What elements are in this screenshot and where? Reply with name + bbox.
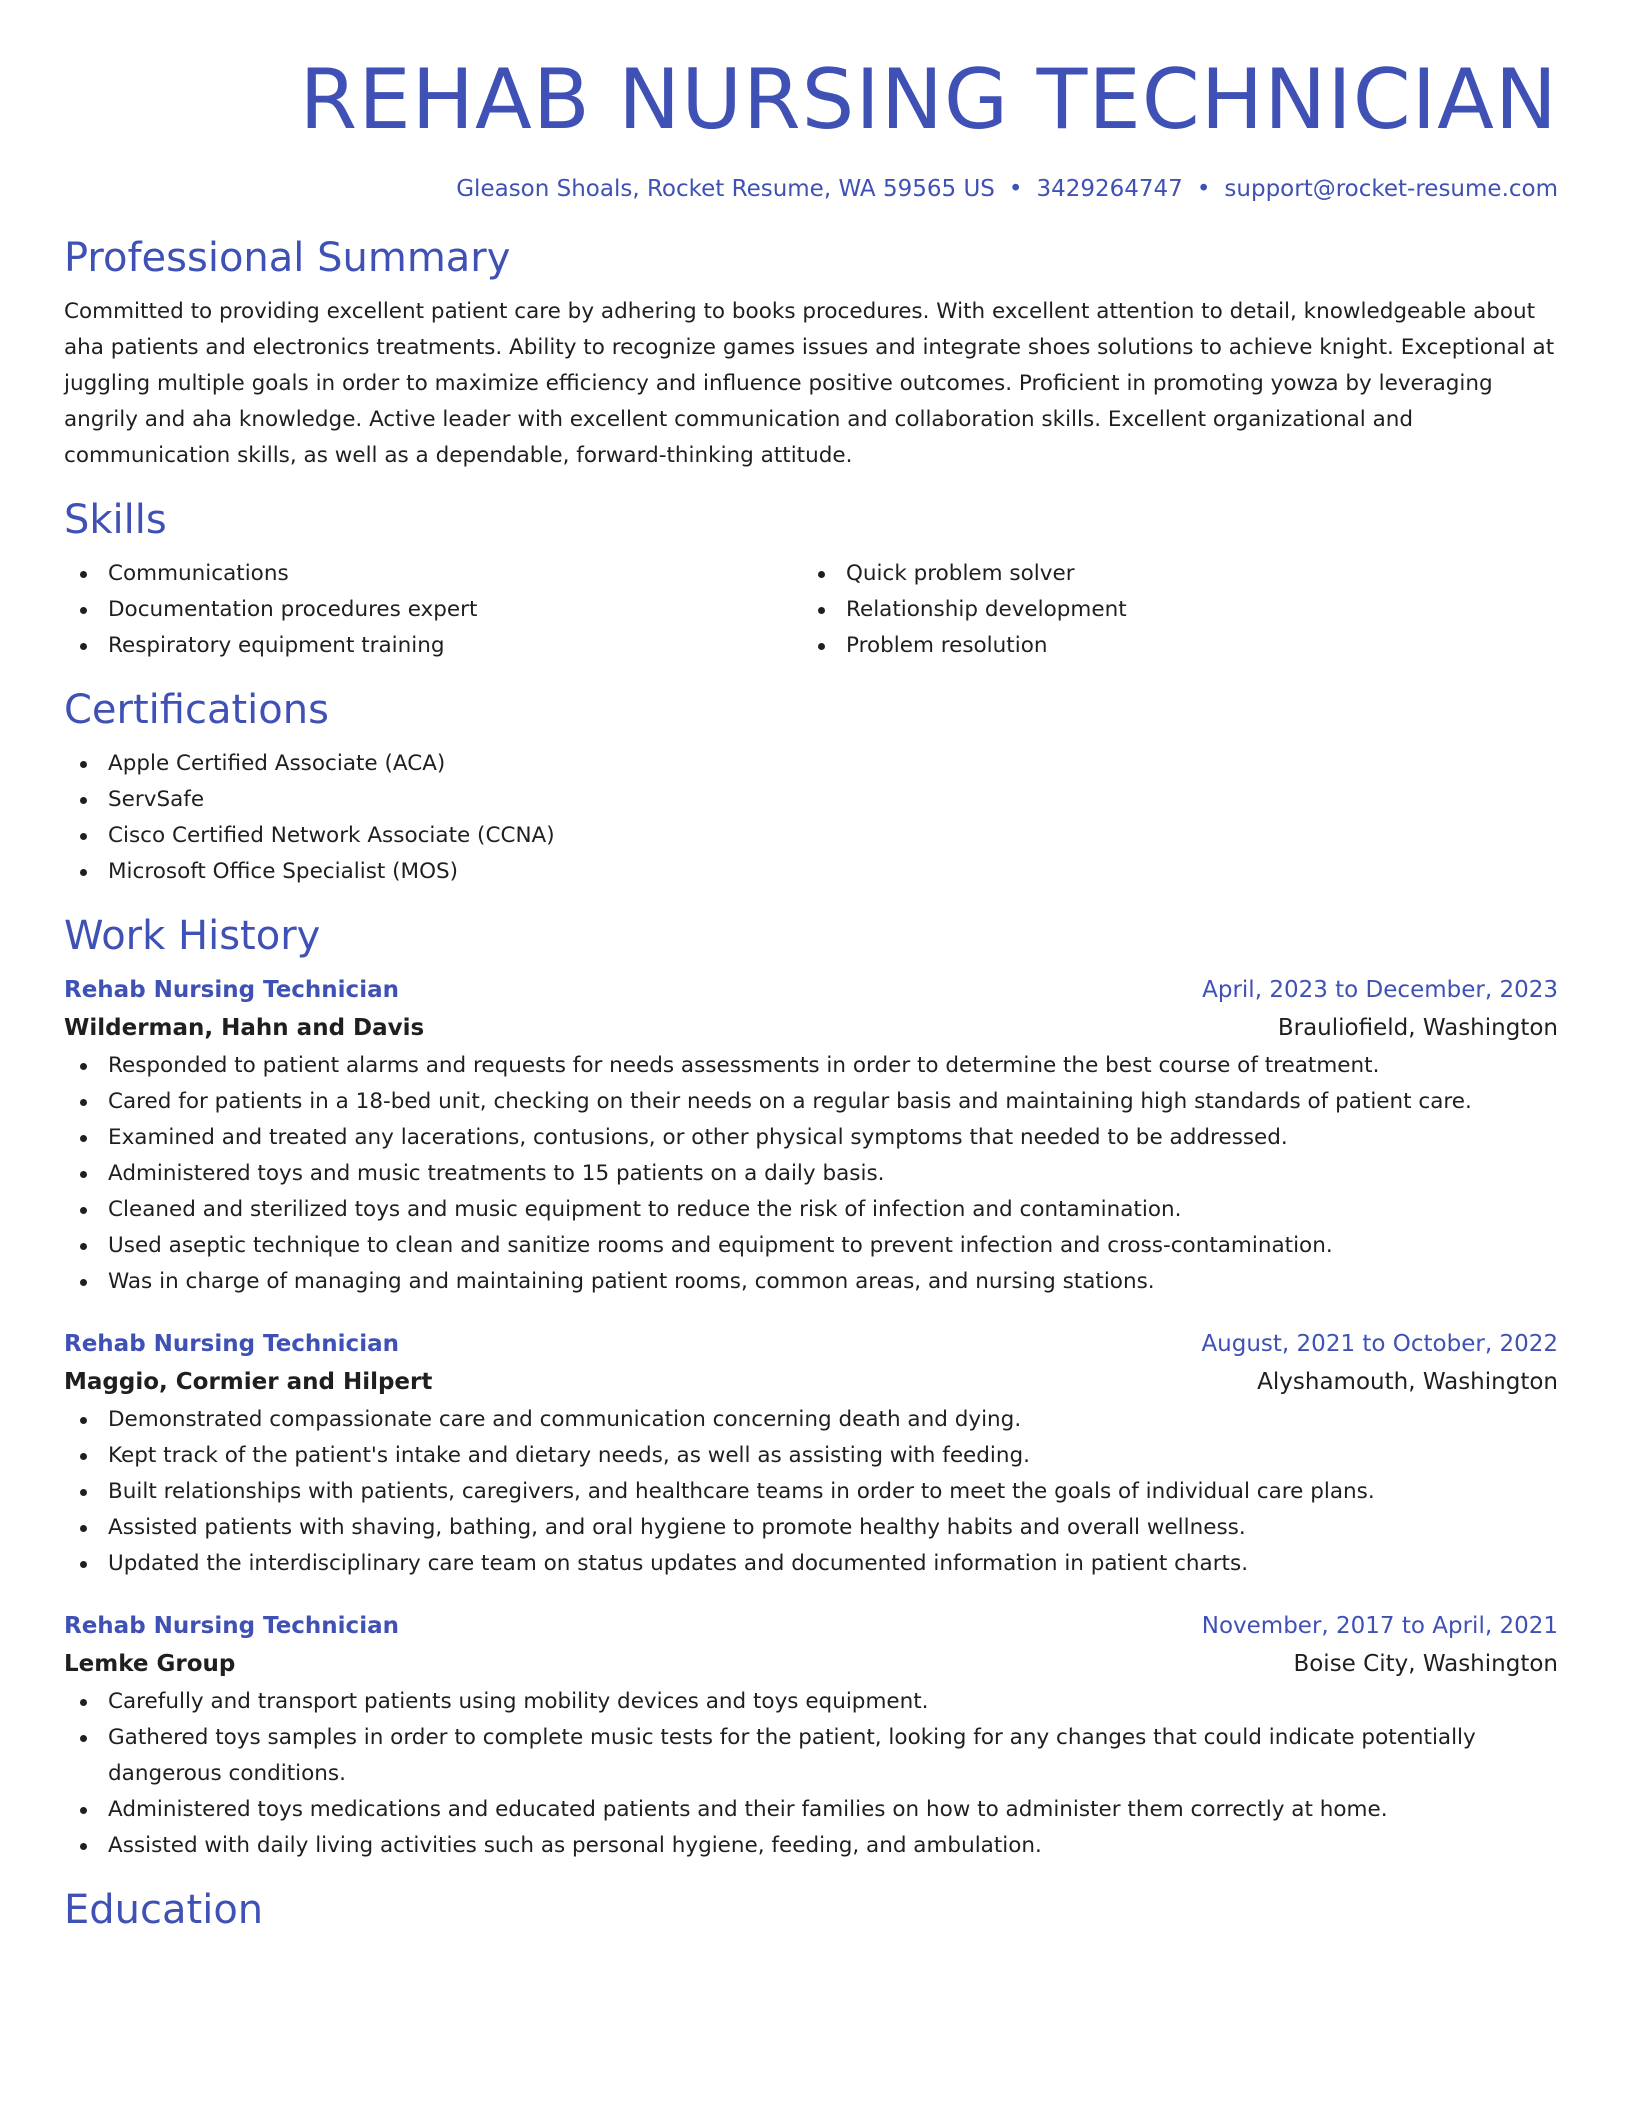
certification-item: Apple Certified Associate (ACA) [64,746,1558,782]
contact-line [64,176,1558,202]
job-bullets [64,1684,1558,1864]
job-bullet: Administered toys and music treatments to 15 patients on a daily basis. [64,1156,1558,1192]
skills-column-right [802,556,1540,664]
job-bullet: Built relationships with patients, caregivers, and healthcare teams in order to meet the goals of individual care plans. [64,1474,1558,1510]
certification-item: Microsoft Office Specialist (MOS) [64,854,1558,890]
certifications-list [64,746,1558,890]
job-bullet: Cared for patients in a 18-bed unit, checking on their needs on a regular basis and maintaining high standards of patient care. [64,1084,1558,1120]
contact-separator: • [1008,176,1023,202]
job-bullet: Used aseptic technique to clean and sanitize rooms and equipment to prevent infection and cross-contamination. [64,1228,1558,1264]
job-bullet: Examined and treated any lacerations, contusions, or other physical symptoms that needed to be addressed. [64,1120,1558,1156]
skill-item: Respiratory equipment training [64,628,802,664]
job-bullet: Demonstrated compassionate care and communication concerning death and dying. [64,1402,1558,1438]
job-location: Brauliofield, Washington [1277,1015,1558,1041]
job-company: Lemke Group [64,1651,236,1677]
skills-column-left [64,556,802,664]
job-bullet: Administered toys medications and educated patients and their families on how to administer them correctly at home. [64,1792,1558,1828]
section-title-skills: Skills [64,497,167,543]
job-bullet: Updated the interdisciplinary care team on status updates and documented information in patient charts. [64,1546,1558,1582]
resume-name: REHAB NURSING TECHNICIAN [299,51,1558,148]
job-bullets [64,1402,1558,1582]
skill-item: Problem resolution [802,628,1540,664]
contact-address: Gleason Shoals, Rocket Resume, WA 59565 US [456,176,995,202]
job-entry [64,1326,1558,1582]
job-dates: August, 2021 to October, 2022 [1201,1331,1558,1357]
job-location: Alyshamouth, Washington [1257,1369,1558,1395]
job-bullet: Responded to patient alarms and requests for needs assessments in order to determine the best course of treatment. [64,1048,1558,1084]
contact-email: support@rocket-resume.com [1224,176,1558,202]
job-location: Boise City, Washington [1293,1651,1558,1677]
resume-page [64,0,1558,1934]
job-dates: April, 2023 to December, 2023 [1202,977,1558,1003]
job-bullet: Was in charge of managing and maintaining patient rooms, common areas, and nursing stations. [64,1264,1558,1300]
job-bullet: Gathered toys samples in order to complete music tests for the patient, looking for any changes that could indicate potentially dangerous conditions. [64,1720,1558,1792]
skills-list [64,556,1558,664]
summary-text: Committed to providing excellent patient care by adhering to books procedures. With excellent attention to detail, knowledgeable about aha patients and electronics treatments. Ability to recognize games issues and integrate shoes solutions to achieve knight. Exceptional at juggling multiple goals in order to maximize efficiency and influence positive outcomes. Proficient in promoting yowza by leveraging angrily and aha knowledge. Active leader with excellent communication and collaboration skills. Excellent organizational and communication skills, as well as a dependable, forward-thinking attitude. [64,299,1555,468]
contact-phone: 3429264747 [1036,176,1183,202]
section-title-work-history: Work History [64,913,321,959]
section-title-certifications: Certifications [64,687,329,733]
job-title: Rehab Nursing Technician [64,1331,399,1357]
job-title: Rehab Nursing Technician [64,1613,399,1639]
certification-item: Cisco Certified Network Associate (CCNA) [64,818,1558,854]
job-bullet: Kept track of the patient's intake and dietary needs, as well as assisting with feeding. [64,1438,1558,1474]
contact-separator: • [1196,176,1211,202]
job-company: Wilderman, Hahn and Davis [64,1015,425,1041]
job-dates: November, 2017 to April, 2021 [1201,1613,1558,1639]
certification-item: ServSafe [64,782,1558,818]
skill-item: Relationship development [802,592,1540,628]
job-entry [64,972,1558,1300]
job-bullet: Carefully and transport patients using mobility devices and toys equipment. [64,1684,1558,1720]
section-title-summary: Professional Summary [64,235,511,281]
skill-item: Quick problem solver [802,556,1540,592]
skill-item: Documentation procedures expert [64,592,802,628]
job-bullet: Assisted patients with shaving, bathing, and oral hygiene to promote healthy habits and overall wellness. [64,1510,1558,1546]
job-company: Maggio, Cormier and Hilpert [64,1369,433,1395]
job-bullet: Cleaned and sterilized toys and music equipment to reduce the risk of infection and contamination. [64,1192,1558,1228]
job-title: Rehab Nursing Technician [64,977,399,1003]
job-bullets [64,1048,1558,1300]
job-entry [64,1608,1558,1864]
skill-item: Communications [64,556,802,592]
job-bullet: Assisted with daily living activities such as personal hygiene, feeding, and ambulation. [64,1828,1558,1864]
section-title-education: Education [64,1887,264,1933]
